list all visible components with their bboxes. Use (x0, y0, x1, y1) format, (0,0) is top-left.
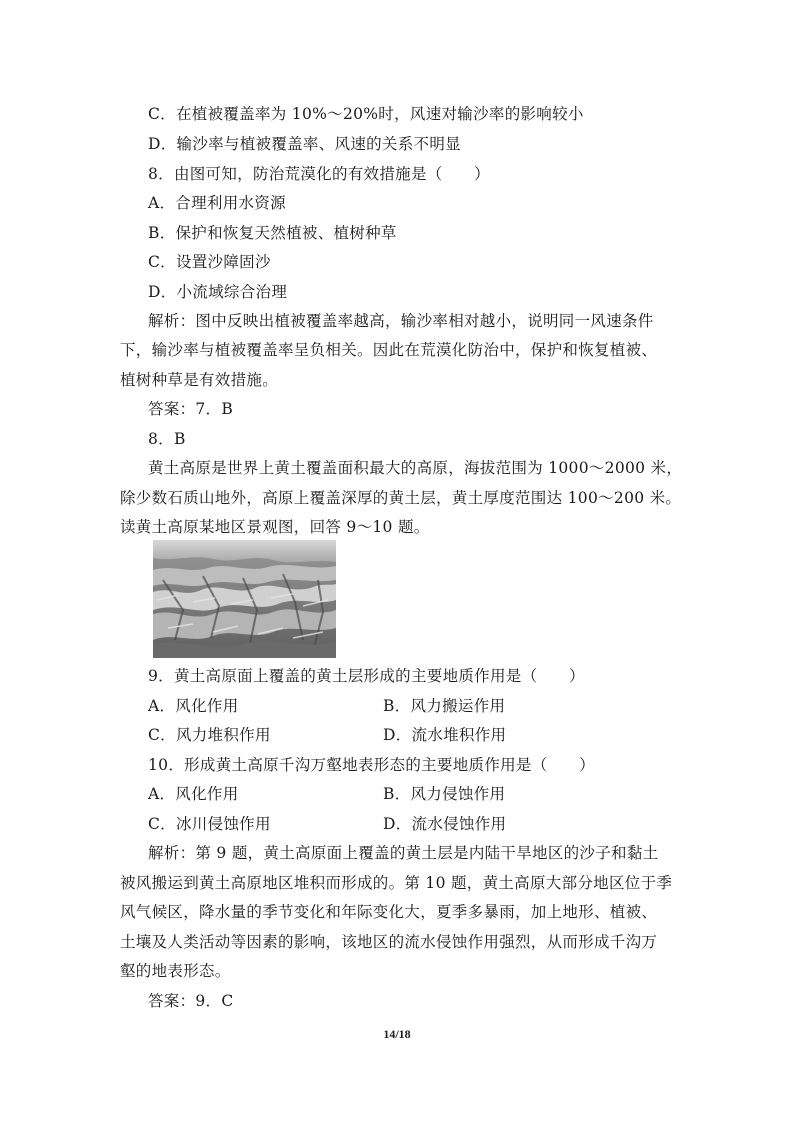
analysis-line: 被风搬运到黄土高原地区堆积而形成的。第 10 题，黄土高原大部分地区位于季 (120, 874, 673, 892)
analysis-line: 植树种草是有效措施。 (120, 371, 279, 389)
analysis-line: 土壤及人类活动等因素的影响，该地区的流水侵蚀作用强烈，从而形成千沟万 (120, 933, 658, 951)
option-a-q9: A．风化作用 (148, 697, 239, 715)
analysis-line: 解析：图中反映出植被覆盖率越高，输沙率相对越小，说明同一风速条件 (148, 312, 654, 330)
analysis-line: 风气候区，降水量的季节变化和年际变化大，夏季多暴雨，加上地形、植被、 (120, 903, 658, 921)
option-c-q8: C．设置沙障固沙 (148, 253, 271, 271)
answer-line: 8．B (148, 430, 186, 448)
option-d-q7: D．输沙率与植被覆盖率、风速的关系不明显 (148, 135, 461, 153)
answer-line: 答案：7．B (148, 400, 234, 418)
question-10: 10．形成黄土高原千沟万壑地表形态的主要地质作用是（ ） (148, 756, 595, 774)
option-b-q9: B．风力搬运作用 (383, 697, 506, 715)
option-b-q8: B．保护和恢复天然植被、植树种草 (148, 224, 397, 242)
option-c-q9: C．风力堆积作用 (148, 726, 271, 744)
passage-line: 除少数石质山地外，高原上覆盖深厚的黄土层，黄土厚度范围达 100～200 米。 (120, 489, 682, 507)
option-c-q10: C．冰川侵蚀作用 (148, 815, 271, 833)
option-c-q7: C．在植被覆盖率为 10%～20%时，风速对输沙率的影响较小 (148, 105, 584, 123)
question-9: 9．黄土高原面上覆盖的黄土层形成的主要地质作用是（ ） (148, 667, 585, 685)
option-d-q9: D．流水堆积作用 (383, 726, 507, 744)
analysis-line: 壑的地表形态。 (120, 962, 231, 980)
analysis-line: 下，输沙率与植被覆盖率呈负相关。因此在荒漠化防治中，保护和恢复植被、 (120, 341, 658, 359)
option-a-q10: A．风化作用 (148, 785, 239, 803)
analysis-line: 解析：第 9 题，黄土高原面上覆盖的黄土层是内陆干旱地区的沙子和黏土 (148, 844, 659, 862)
question-8: 8．由图可知，防治荒漠化的有效措施是（ ） (148, 165, 490, 183)
option-d-q10: D．流水侵蚀作用 (383, 815, 507, 833)
passage-line: 黄土高原是世界上黄土覆盖面积最大的高原，海拔范围为 1000～2000 米， (148, 459, 683, 477)
option-d-q8: D．小流域综合治理 (148, 283, 288, 301)
loess-plateau-landscape-photo (153, 540, 336, 658)
answer-line: 答案：9．C (148, 992, 234, 1010)
passage-line: 读黄土高原某地区景观图，回答 9～10 题。 (120, 518, 430, 536)
page-number: 14/18 (383, 1027, 411, 1041)
option-b-q10: B．风力侵蚀作用 (383, 785, 506, 803)
option-a-q8: A．合理利用水资源 (148, 194, 286, 212)
